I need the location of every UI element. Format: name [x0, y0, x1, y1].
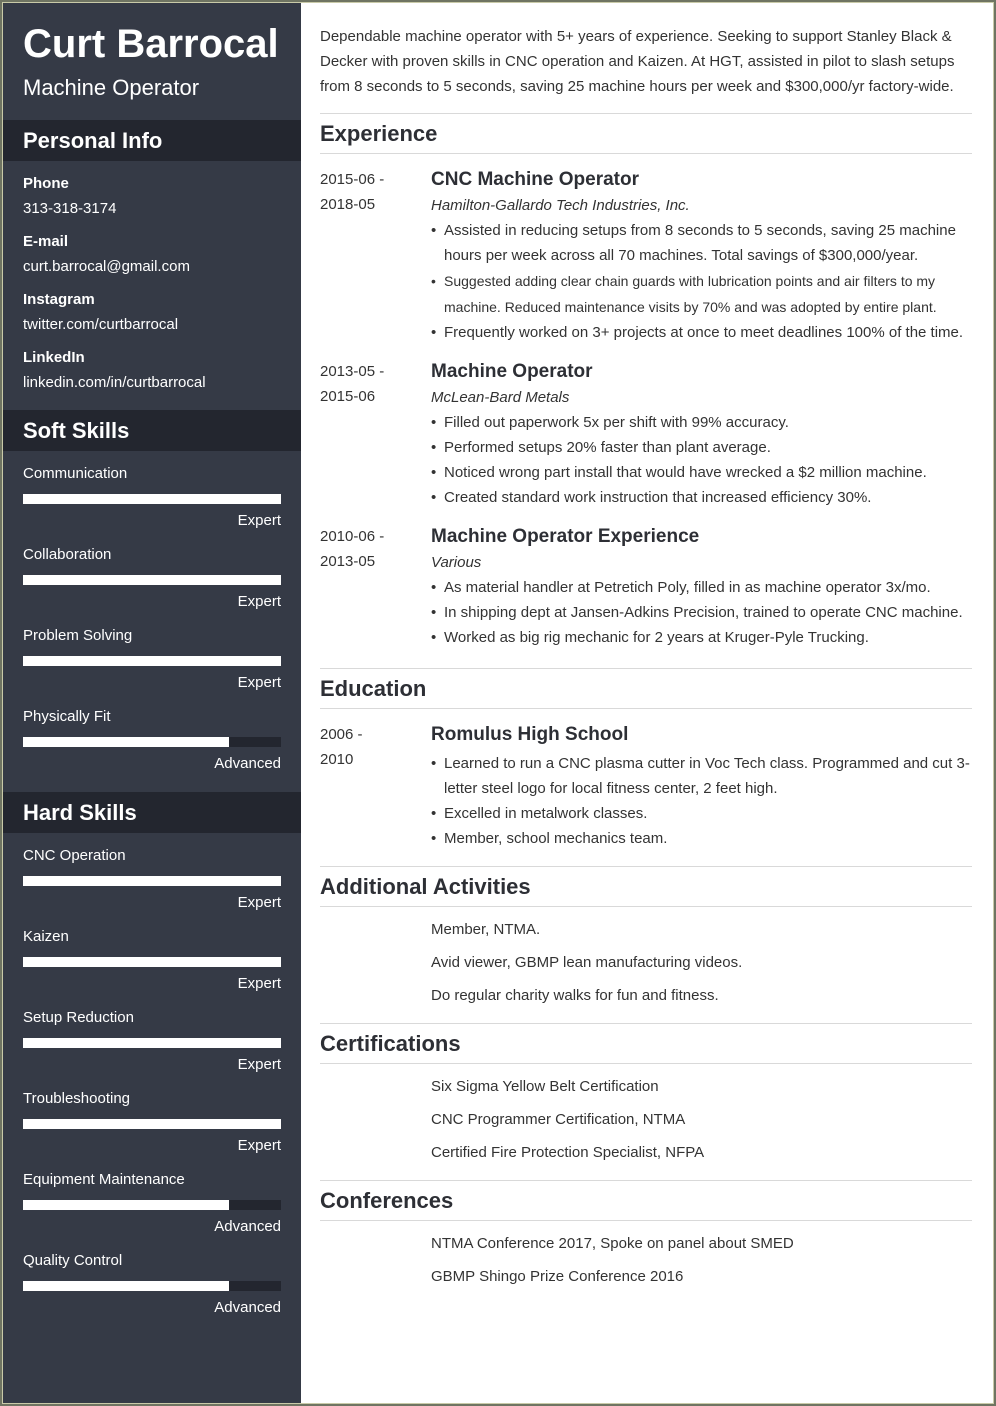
certifications-heading: Certifications	[320, 1023, 972, 1064]
skill-level: Expert	[237, 975, 281, 992]
certifications-list	[431, 1077, 961, 1176]
activity-item: Do regular charity walks for fun and fitness.	[431, 987, 719, 1004]
skill-level: Advanced	[214, 755, 281, 772]
skill-bar-fill	[23, 876, 281, 886]
job-body	[431, 524, 976, 650]
job-end: 2013-05	[320, 553, 376, 570]
skill-level: Expert	[237, 593, 281, 610]
skill-bar	[23, 1281, 281, 1291]
job-bullet: • Suggested adding clear chain guards with lubrication points and air filters to my machine. Reduced maintenance visits by 70% and was adopted by entire plant.	[431, 268, 976, 320]
hard-skill	[23, 1089, 281, 1170]
education-start: 2006 -	[320, 726, 363, 743]
skill-bar-fill	[23, 1038, 281, 1048]
skill-bar	[23, 1038, 281, 1048]
skill-bar-fill	[23, 1119, 281, 1129]
job-title: Machine Operator Experience	[431, 526, 700, 547]
skill-bar	[23, 1119, 281, 1129]
job-company: McLean-Bard Metals	[431, 389, 570, 406]
conference-item: NTMA Conference 2017, Spoke on panel about SMED	[431, 1235, 794, 1252]
skill-name: Problem Solving	[23, 627, 133, 644]
main-content	[301, 3, 994, 1403]
certification-item: Certified Fire Protection Specialist, NFPA	[431, 1144, 705, 1161]
job-start: 2015-06 -	[320, 171, 385, 188]
skill-bar-fill	[23, 957, 281, 967]
skill-bar	[23, 575, 281, 585]
job-bullets	[431, 218, 976, 345]
job-dates	[320, 524, 420, 574]
education-bullet: • Excelled in metalwork classes.	[431, 801, 976, 826]
job-company: Various	[431, 554, 482, 571]
linkedin-value: linkedin.com/in/curtbarrocal	[23, 374, 206, 391]
soft-skill	[23, 545, 281, 626]
education-bullet: • Learned to run a CNC plasma cutter in Voc Tech class. Programmed and cut 3-letter steel logo for local fitness center, 2 feet high.	[431, 751, 976, 801]
education-bullets	[431, 751, 976, 851]
job-bullet: • As material handler at Petretich Poly, filled in as machine operator 3x/mo.	[431, 575, 976, 600]
conferences-list	[431, 1234, 961, 1300]
skill-level: Expert	[237, 1137, 281, 1154]
job-bullets	[431, 575, 976, 650]
skill-bar	[23, 494, 281, 504]
job-company: Hamilton-Gallardo Tech Industries, Inc.	[431, 197, 690, 214]
email-value: curt.barrocal@gmail.com	[23, 258, 190, 275]
candidate-name: Curt Barrocal	[23, 22, 279, 66]
skill-level: Expert	[237, 1056, 281, 1073]
skill-bar-fill	[23, 1281, 229, 1291]
education-bullet: • Member, school mechanics team.	[431, 826, 976, 851]
soft-skills-heading: Soft Skills	[3, 410, 301, 451]
job-bullet: • Filled out paperwork 5x per shift with 99% accuracy.	[431, 410, 976, 435]
skill-bar-fill	[23, 494, 281, 504]
skill-bar	[23, 737, 281, 747]
conference-item: GBMP Shingo Prize Conference 2016	[431, 1268, 684, 1285]
job-bullet: • Assisted in reducing setups from 8 seconds to 5 seconds, saving 25 machine hours per week across all 70 machines. Total savings of $300,000/year.	[431, 218, 976, 268]
instagram-label: Instagram	[23, 291, 95, 308]
job-end: 2015-06	[320, 388, 376, 405]
job-bullet: • Performed setups 20% faster than plant average.	[431, 435, 976, 460]
school-name: Romulus High School	[431, 724, 629, 745]
personal-info-heading: Personal Info	[3, 120, 301, 161]
skill-level: Advanced	[214, 1299, 281, 1316]
job-bullet: • Noticed wrong part install that would have wrecked a $2 million machine.	[431, 460, 976, 485]
job-body	[431, 167, 976, 345]
skill-bar	[23, 1200, 281, 1210]
job-title: CNC Machine Operator	[431, 169, 639, 190]
skill-level: Expert	[237, 512, 281, 529]
job-start: 2010-06 -	[320, 528, 385, 545]
soft-skill	[23, 626, 281, 707]
skill-bar-fill	[23, 737, 229, 747]
activities-heading: Additional Activities	[320, 866, 972, 907]
email-label: E-mail	[23, 233, 69, 250]
hard-skill	[23, 927, 281, 1008]
experience-heading: Experience	[320, 113, 972, 154]
skill-name: Troubleshooting	[23, 1090, 131, 1107]
skill-bar-fill	[23, 1200, 229, 1210]
soft-skill	[23, 464, 281, 545]
job-bullet: • Created standard work instruction that increased efficiency 30%.	[431, 485, 976, 510]
phone-label: Phone	[23, 175, 69, 192]
skill-level: Expert	[237, 674, 281, 691]
candidate-title: Machine Operator	[23, 75, 200, 100]
skill-bar	[23, 957, 281, 967]
conferences-heading: Conferences	[320, 1180, 972, 1221]
education-heading: Education	[320, 668, 972, 709]
hard-skill	[23, 1251, 281, 1332]
skill-name: Setup Reduction	[23, 1009, 134, 1026]
skill-name: Physically Fit	[23, 708, 111, 725]
summary: Dependable machine operator with 5+ years of experience. Seeking to support Stanley Black & Decker with proven skills in CNC operation and Kaizen. At HGT, assisted in pilot to slash setups from 8 seconds to 5 seconds, saving 25 machine hours per week and $300,000/yr factory-wide.	[320, 28, 955, 95]
skill-name: Collaboration	[23, 546, 112, 563]
job-dates	[320, 359, 420, 409]
phone-value: 313-318-3174	[23, 200, 117, 217]
sidebar	[3, 3, 301, 1403]
hard-skill	[23, 1170, 281, 1251]
skill-bar-fill	[23, 575, 281, 585]
activity-item: Avid viewer, GBMP lean manufacturing videos.	[431, 954, 743, 971]
skill-name: Kaizen	[23, 928, 69, 945]
job-bullet: • Worked as big rig mechanic for 2 years at Kruger-Pyle Trucking.	[431, 625, 976, 650]
soft-skill	[23, 707, 281, 788]
resume-page	[2, 2, 994, 1404]
skill-name: CNC Operation	[23, 847, 126, 864]
job-start: 2013-05 -	[320, 363, 385, 380]
job-end: 2018-05	[320, 196, 376, 213]
activity-item: Member, NTMA.	[431, 921, 541, 938]
hard-skill	[23, 1008, 281, 1089]
skill-name: Communication	[23, 465, 128, 482]
job-bullets	[431, 410, 976, 510]
hard-skill	[23, 846, 281, 927]
skill-bar	[23, 656, 281, 666]
skill-name: Equipment Maintenance	[23, 1171, 185, 1188]
job-bullet: • In shipping dept at Jansen-Adkins Precision, trained to operate CNC machine.	[431, 600, 976, 625]
job-body	[431, 359, 976, 510]
certification-item: Six Sigma Yellow Belt Certification	[431, 1078, 659, 1095]
job-title: Machine Operator	[431, 361, 593, 382]
skill-bar-fill	[23, 656, 281, 666]
certification-item: CNC Programmer Certification, NTMA	[431, 1111, 686, 1128]
skill-level: Advanced	[214, 1218, 281, 1235]
job-dates	[320, 167, 420, 217]
hard-skills-heading: Hard Skills	[3, 792, 301, 833]
education-body	[431, 722, 976, 851]
education-dates	[320, 722, 420, 772]
activities-list	[431, 920, 961, 1019]
education-end: 2010	[320, 751, 354, 768]
skill-level: Expert	[237, 894, 281, 911]
linkedin-label: LinkedIn	[23, 349, 85, 366]
instagram-value: twitter.com/curtbarrocal	[23, 316, 179, 333]
job-bullet: • Frequently worked on 3+ projects at once to meet deadlines 100% of the time.	[431, 320, 976, 345]
skill-name: Quality Control	[23, 1252, 123, 1269]
skill-bar	[23, 876, 281, 886]
